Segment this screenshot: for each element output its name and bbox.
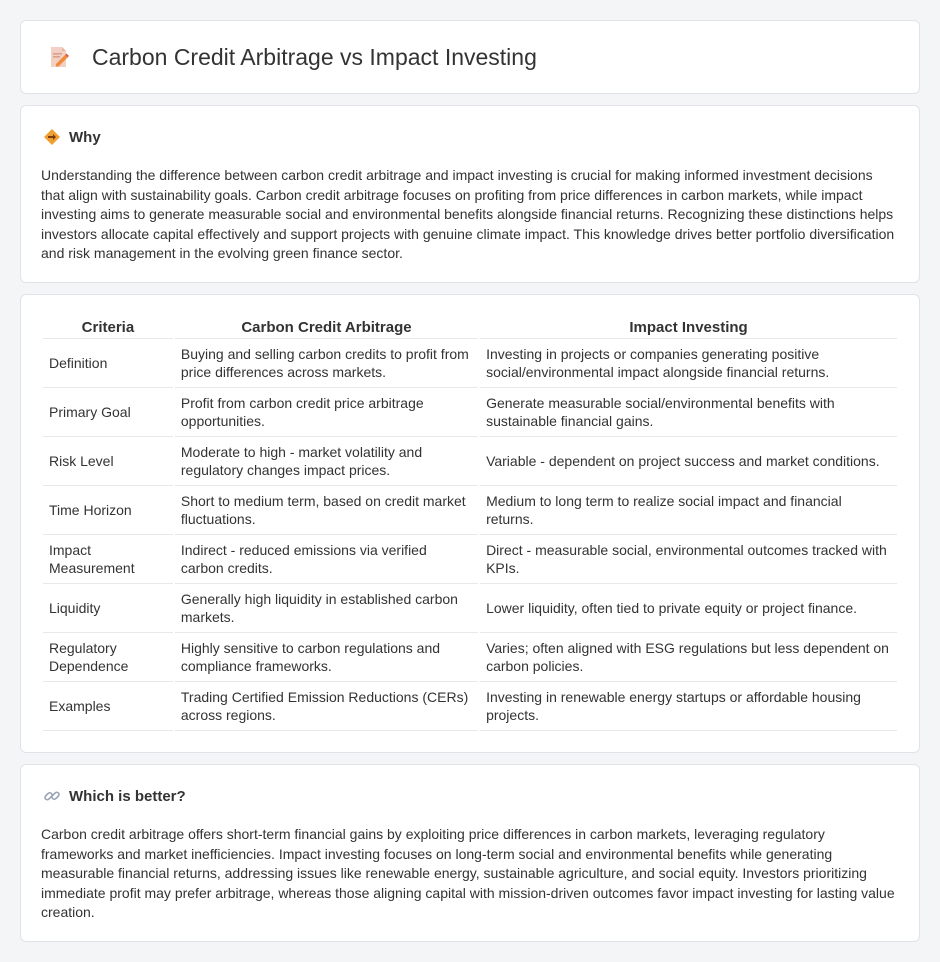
header-carbon-credit-arbitrage: Carbon Credit Arbitrage [175,315,478,339]
arbitrage-cell: Highly sensitive to carbon regulations and compliance frameworks. [175,633,478,682]
page-title: Carbon Credit Arbitrage vs Impact Investing [92,43,537,70]
criteria-cell: Risk Level [43,437,173,486]
impact-cell: Varies; often aligned with ESG regulations but less dependent on carbon policies. [480,633,897,682]
impact-cell: Investing in renewable energy startups or affordable housing projects. [480,682,897,731]
table-row [43,633,897,682]
table-row [43,584,897,633]
arbitrage-cell: Generally high liquidity in established carbon markets. [175,584,478,633]
header-impact-investing: Impact Investing [480,315,897,339]
comparison-table [41,315,899,731]
why-title: Why [69,128,101,146]
impact-cell: Variable - dependent on project success and market conditions. [480,437,897,486]
which-is-better-section [20,764,920,942]
table-row [43,437,897,486]
arbitrage-cell: Trading Certified Emission Reductions (CERs) across regions. [175,682,478,731]
table-row [43,486,897,535]
document-pencil-icon [47,45,71,69]
comparison-section [20,294,920,753]
arbitrage-cell: Buying and selling carbon credits to profit from price differences across markets. [175,339,478,388]
criteria-cell: Time Horizon [43,486,173,535]
header-criteria: Criteria [43,315,173,339]
criteria-cell: Impact Measurement [43,535,173,584]
header-card [20,20,920,94]
table-row [43,535,897,584]
arbitrage-cell: Profit from carbon credit price arbitrage opportunities. [175,388,478,437]
table-row [43,339,897,388]
arbitrage-cell: Moderate to high - market volatility and regulatory changes impact prices. [175,437,478,486]
better-title: Which is better? [69,787,186,805]
why-heading [43,128,101,146]
criteria-cell: Primary Goal [43,388,173,437]
impact-cell: Generate measurable social/environmental benefits with sustainable financial gains. [480,388,897,437]
impact-cell: Investing in projects or companies generating positive social/environmental impact alongside financial returns. [480,339,897,388]
header [21,21,919,93]
table-header-row [43,315,897,339]
criteria-cell: Liquidity [43,584,173,633]
impact-cell: Medium to long term to realize social impact and financial returns. [480,486,897,535]
criteria-cell: Regulatory Dependence [43,633,173,682]
better-body: Carbon credit arbitrage offers short-term financial gains by exploiting price differences in carbon markets, leveraging regulatory frameworks and market inefficiencies. Impact investing focuses on long-term social and environmental benefits while generating measurable financial returns, addressing issues like renewable energy, sustainable agriculture, and social equity. Investors prioritizing immediate profit may prefer arbitrage, whereas those aligning capital with mission-driven outcomes favor impact investing for lasting value creation. [41,826,895,921]
why-body: Understanding the difference between carbon credit arbitrage and impact investing is crucial for making informed investment decisions that align with sustainability goals. Carbon credit arbitrage focuses on profiting from price differences in carbon markets, while impact investing aims to generate measurable social and environmental benefits alongside financial returns. Recognizing these distinctions helps investors allocate capital effectively and support projects with genuine climate impact. This knowledge drives better portfolio diversification and risk management in the evolving green finance sector. [41,167,895,262]
why-section [20,105,920,283]
link-icon [43,787,61,805]
table-row [43,388,897,437]
arbitrage-cell: Indirect - reduced emissions via verified carbon credits. [175,535,478,584]
impact-cell: Direct - measurable social, environmental outcomes tracked with KPIs. [480,535,897,584]
arbitrage-cell: Short to medium term, based on credit market fluctuations. [175,486,478,535]
criteria-cell: Examples [43,682,173,731]
table-row [43,682,897,731]
criteria-cell: Definition [43,339,173,388]
impact-cell: Lower liquidity, often tied to private equity or project finance. [480,584,897,633]
better-heading [43,787,186,805]
diamond-arrow-icon [43,128,61,146]
